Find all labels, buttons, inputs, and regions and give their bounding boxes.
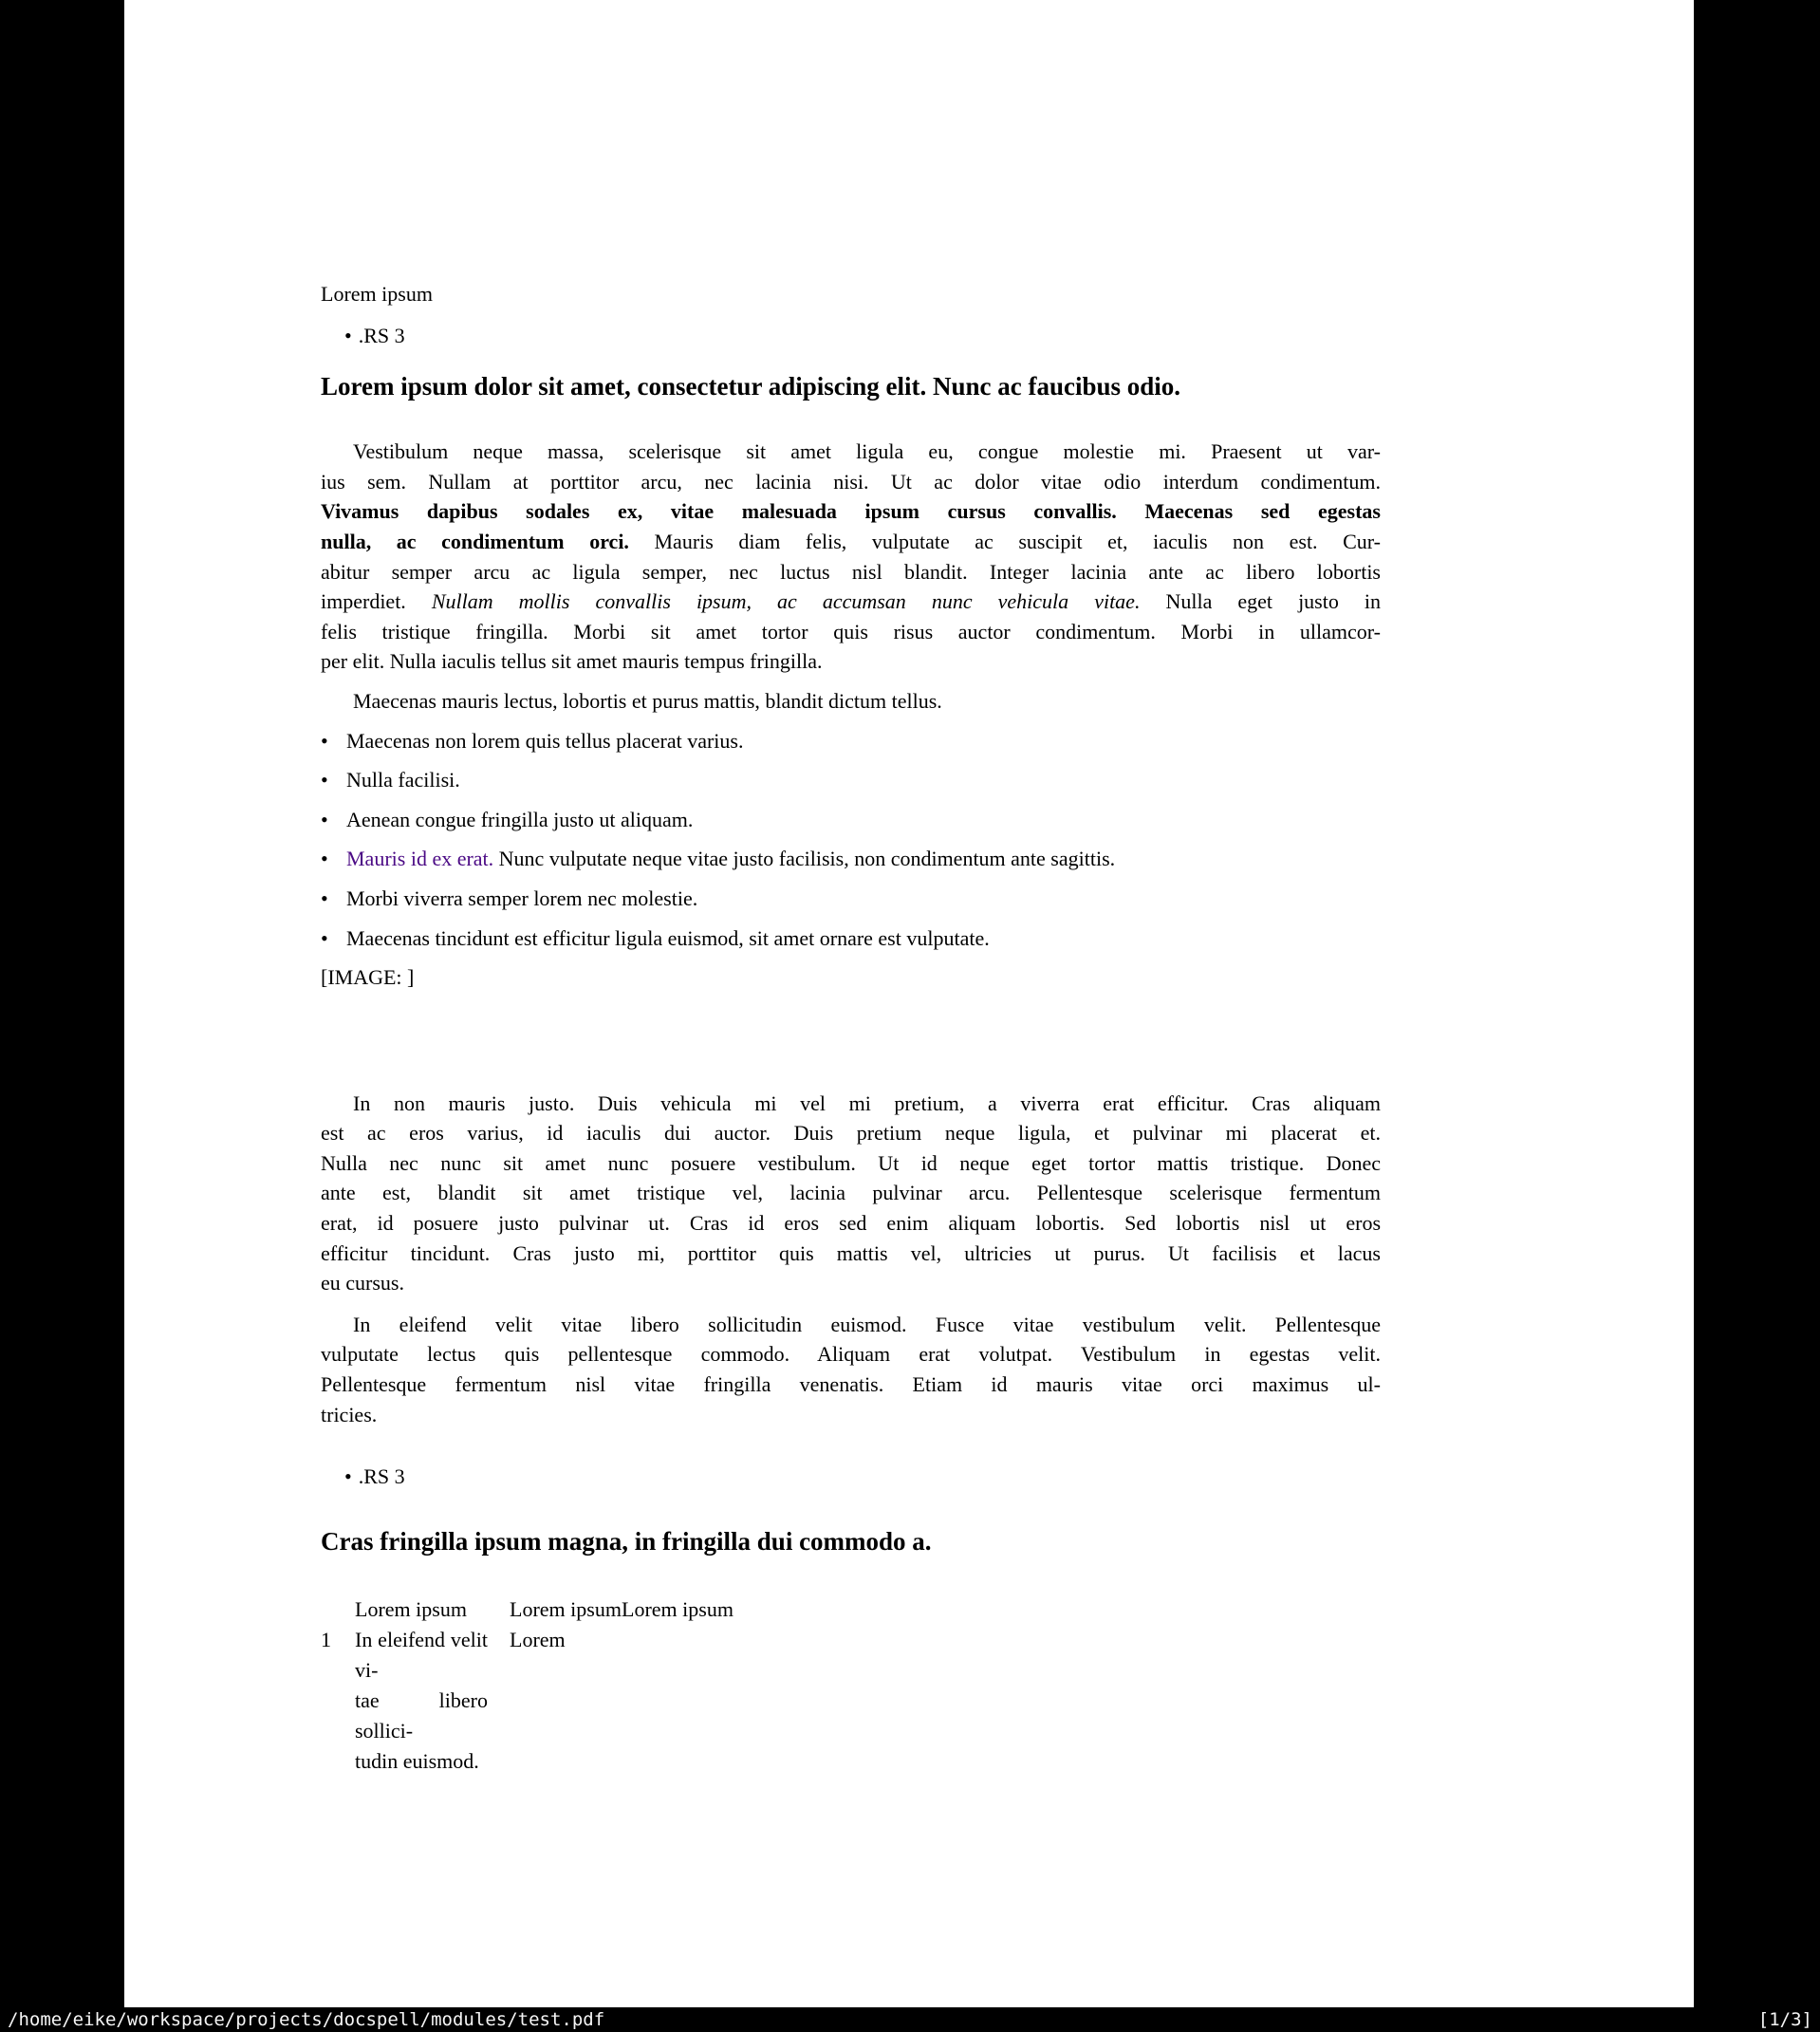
bullet-icon: • xyxy=(321,886,328,910)
text-segment: Nunc vulputate neque vitae justo facilisis, non condimentum ante sagittis. xyxy=(493,847,1116,871)
text-segment: Aenean congue fringilla justo ut aliquam. xyxy=(346,807,694,831)
bullet-icon: • xyxy=(321,728,328,753)
paragraph-line xyxy=(321,557,1381,587)
paragraph-1 xyxy=(321,437,1381,677)
paragraph-line xyxy=(321,527,1381,557)
paragraph-line xyxy=(321,467,1381,497)
table-cell-line: tudin euismod. xyxy=(355,1748,479,1773)
rs-marker-2 xyxy=(321,1462,1381,1492)
text-segment: Pellentesque fermentum nisl vitae fringilla venenatis. Etiam id mauris vitae orci maximus ul- xyxy=(321,1372,1381,1397)
bullet-icon: • xyxy=(321,807,328,831)
status-page-indicator: [1/3] xyxy=(1757,2009,1812,2030)
text-segment: Nulla eget justo in xyxy=(1140,589,1382,614)
paragraph-line xyxy=(321,617,1381,647)
image-placeholder xyxy=(321,962,1381,993)
table-header-cell xyxy=(321,1594,355,1625)
paragraph-line xyxy=(321,1268,1381,1298)
text-segment: tricies. xyxy=(321,1402,378,1426)
paragraph-line xyxy=(321,1208,1381,1239)
bullet-icon: • xyxy=(321,768,328,792)
text-segment: Maecenas mauris lectus, lobortis et purus mattis, blandit dictum tellus. xyxy=(353,688,942,713)
text-segment: Morbi viverra semper lorem nec molestie. xyxy=(346,886,698,910)
status-bar xyxy=(0,2007,1820,2032)
table-header-cell: Lorem ipsum xyxy=(355,1596,467,1621)
paragraph-3 xyxy=(321,1310,1381,1429)
table-header-cell: Lorem ipsum xyxy=(622,1596,734,1621)
text-segment: In non mauris justo. Duis vehicula mi vel mi pretium, a viverra erat efficitur. Cras aliquam xyxy=(353,1091,1381,1115)
top-label xyxy=(321,279,1381,309)
table-cell xyxy=(622,1625,745,1777)
marker-label: .RS 3 xyxy=(358,323,405,347)
paragraph-2 xyxy=(321,1089,1381,1298)
text-segment: felis tristique fringilla. Morbi sit amet tortor quis risus auctor condimentum. Morbi in ullamcor- xyxy=(321,619,1381,643)
paragraph-line xyxy=(321,1178,1381,1208)
text-segment: ante est, blandit sit amet tristique vel, lacinia pulvinar arcu. Pellentesque scelerisque fermentum xyxy=(321,1181,1381,1205)
table-cell-line: tae libero sollici- xyxy=(355,1687,488,1743)
text-segment: ius sem. Nullam at porttitor arcu, nec lacinia nisi. Ut ac dolor vitae odio interdum condimentum. xyxy=(321,469,1381,494)
section-heading-1: Lorem ipsum dolor sit amet, consectetur adipiscing elit. Nunc ac faucibus odio. xyxy=(321,372,1181,401)
paragraph-line xyxy=(321,1400,1381,1430)
image-area xyxy=(321,993,1381,1089)
marker-label: .RS 3 xyxy=(358,1464,405,1489)
pdf-page[interactable] xyxy=(124,0,1694,2007)
bullet-item xyxy=(321,884,1381,914)
paragraph-line xyxy=(321,496,1381,527)
data-table xyxy=(321,1594,1381,1777)
paragraph-line xyxy=(321,646,1381,677)
text-segment: Lorem ipsum xyxy=(321,282,433,306)
paragraph-lead xyxy=(321,686,1381,717)
text-segment: imperdiet. xyxy=(321,589,432,614)
paragraph-line xyxy=(321,1370,1381,1400)
bullet-icon: • xyxy=(321,925,328,950)
bullet-item xyxy=(321,726,1381,756)
paragraph-line xyxy=(321,1118,1381,1148)
text-segment: Nullam mollis convallis ipsum, ac accumsan nunc vehicula vitae. xyxy=(431,589,1141,614)
section-heading-2: Cras fringilla ipsum magna, in fringilla dui commodo a. xyxy=(321,1526,932,1556)
bullet-icon: • xyxy=(344,323,352,347)
table-cell-line: In eleifend velit vi- xyxy=(355,1627,488,1682)
table-row xyxy=(321,1625,1381,1777)
page-content xyxy=(321,279,1381,1777)
paragraph-line xyxy=(321,1310,1381,1340)
text-segment: Mauris diam felis, vulputate ac suscipit et, iaculis non est. Cur- xyxy=(628,529,1381,553)
paragraph-line xyxy=(321,1339,1381,1370)
text-segment: vulputate lectus quis pellentesque commodo. Aliquam erat volutpat. Vestibulum in egestas velit. xyxy=(321,1342,1381,1367)
paragraph-line xyxy=(321,1148,1381,1179)
table-cell xyxy=(355,1625,510,1777)
text-segment: In eleifend velit vitae libero sollicitudin euismod. Fusce vitae vestibulum velit. Pellentesque xyxy=(353,1312,1381,1336)
text-segment: abitur semper arcu ac ligula semper, nec luctus nisl blandit. Integer lacinia ante ac libero lobortis xyxy=(321,559,1381,584)
bullet-item xyxy=(321,844,1381,874)
text-segment: Nulla nec nunc sit amet nunc posuere vestibulum. Ut id neque eget tortor mattis tristique. Donec xyxy=(321,1150,1381,1175)
table-cell-line: Lorem xyxy=(510,1627,566,1651)
text-segment: Vivamus dapibus sodales ex, vitae malesuada ipsum cursus convallis. Maecenas sed egestas xyxy=(321,499,1381,524)
paragraph-line xyxy=(321,587,1381,617)
status-file-path: /home/eike/workspace/projects/docspell/modules/test.pdf xyxy=(8,2009,605,2030)
bullet-item xyxy=(321,923,1381,954)
text-segment: Maecenas tincidunt est efficitur ligula euismod, sit amet ornare est vulputate. xyxy=(346,925,990,950)
table-cell xyxy=(321,1625,355,1777)
table-cell xyxy=(510,1625,622,1777)
rs-marker-1 xyxy=(321,321,1381,351)
table-cell-line: 1 xyxy=(321,1627,331,1651)
text-segment: est ac eros varius, id iaculis dui auctor. Duis pretium neque ligula, et pulvinar mi placerat et. xyxy=(321,1121,1381,1146)
paragraph-line xyxy=(321,437,1381,467)
paragraph-line xyxy=(321,1239,1381,1269)
paragraph-line xyxy=(321,1089,1381,1119)
text-segment: eu cursus. xyxy=(321,1271,404,1296)
text-segment: [IMAGE: ] xyxy=(321,965,415,990)
text-segment: Maecenas non lorem quis tellus placerat varius. xyxy=(346,728,744,753)
table-header-row xyxy=(321,1594,1381,1625)
text-segment: Nulla facilisi. xyxy=(346,768,460,792)
bullet-icon: • xyxy=(321,847,328,871)
bullet-list xyxy=(321,726,1381,954)
text-segment: erat, id posuere justo pulvinar ut. Cras id eros sed enim aliquam lobortis. Sed lobortis nisl ut eros xyxy=(321,1211,1381,1236)
text-segment: per elit. Nulla iaculis tellus sit amet mauris tempus fringilla. xyxy=(321,649,823,674)
bullet-item xyxy=(321,805,1381,835)
text-link[interactable]: Mauris id ex erat. xyxy=(346,847,494,871)
text-segment: efficitur tincidunt. Cras justo mi, porttitor quis mattis vel, ultricies ut purus. Ut facilisis et lacus xyxy=(321,1240,1381,1265)
text-segment: nulla, ac condimentum orci. xyxy=(321,529,629,553)
bullet-icon: • xyxy=(344,1464,352,1489)
table-header-cell: Lorem ipsum xyxy=(510,1596,622,1621)
text-segment: Vestibulum neque massa, scelerisque sit amet ligula eu, congue molestie mi. Praesent ut var- xyxy=(353,439,1381,464)
bullet-item xyxy=(321,765,1381,795)
